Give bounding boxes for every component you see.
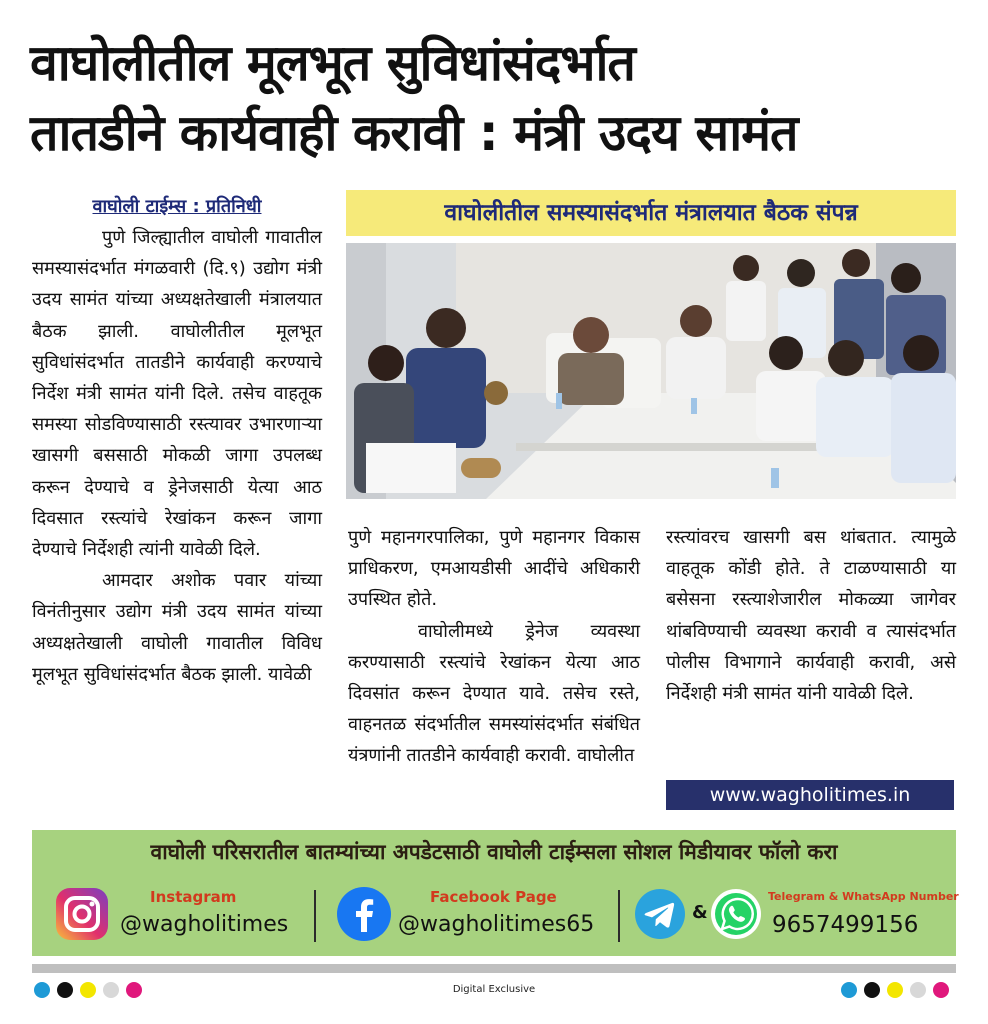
headline [30,28,970,168]
column2-paragraph-2: वाघोलीमध्ये ड्रेनेज व्यवस्था करण्यासाठी रस्त्यांचे रेखांकन येत्या आठ दिवसांत करून देण्यात यावे. तसेच रस्ते, वाहनतळ संदर्भातील समस्यांसंदर्भात संबंधित यंत्रणांनी तातडीने कार्यवाही करावी. वाघोलीत [348,620,640,767]
dot-gray [910,982,926,998]
meeting-photo [346,243,956,499]
bottom-gray-bar [32,964,956,973]
contact-number: 9657499156 [772,912,919,938]
ampersand: & [692,902,708,923]
article-column-2 [348,522,640,772]
dot-magenta [933,982,949,998]
meeting-photo-illustration [346,243,956,499]
footer-divider-1 [314,890,316,942]
dot-yellow [887,982,903,998]
dot-black [864,982,880,998]
article-column-1 [32,192,322,690]
instagram-icon [54,886,110,942]
instagram-label: Instagram [150,888,237,906]
column1-paragraph-2: आमदार अशोक पवार यांच्या विनंतीनुसार उद्योग मंत्री उदय सामंत यांच्या अध्यक्षतेखाली वाघोली गावातील विविध मूलभूत सुविधांसंदर्भात बैठक झाली. यावेळी [32,570,322,685]
digital-exclusive: Digital Exclusive [452,984,536,995]
column3-paragraph-1: रस्त्यांवरच खासगी बस थांबतात. त्यामुळे वाहतूक कोंडी होते. ते टाळण्यासाठी या बसेसना रस्त्याशेजारील मोकळ्या जागेवर थांबविण्याची व्यवस्था करावी व त्यासंदर्भात पोलीस विभागाने कार्यवाही करावी, असे निर्देशही मंत्री सामंत यांनी यावेळी दिले. [666,527,956,705]
instagram-handle: @wagholitimes [120,912,289,937]
column2-paragraph-1: पुणे महानगरपालिका, पुणे महानगर विकास प्राधिकरण, एमआयडीसी आदींचे अधिकारी उपस्थित होते. [348,527,640,611]
contact-block[interactable] [634,882,959,946]
byline: वाघोली टाईम्स : प्रतिनिधी [92,196,262,217]
contact-label: Telegram & WhatsApp Number [768,890,959,903]
footer-title: वाघोली परिसरातील बातम्यांच्या अपडेटसाठी वाघोली टाईम्सला सोशल मिडीयावर फॉलो करा [150,840,838,864]
footer-divider-2 [618,890,620,942]
color-dots-right [841,982,949,998]
dot-blue [841,982,857,998]
column1-paragraph-1: पुणे जिल्ह्यातील वाघोली गावातील समस्यासंदर्भात मंगळवारी (दि.९) उद्योग मंत्री उदय सामंत यांच्या अध्यक्षतेखाली मंत्रालयात बैठक झाली. वाघोलीतील मूलभूत सुविधांसंदर्भात तातडीने कार्यवाही करण्याचे निर्देश मंत्री सामंत यांनी दिले. तसेच वाहतूक समस्या सोडविण्यासाठी रस्त्यावर उभारणाऱ्या खासगी बससाठी मोकळी जागा उपलब्ध करून देण्याचे व ड्रेनेजसाठी येत्या आठ दिवसात रस्त्यांचे रेखांकन करून जागा देण्याचे निर्देशही त्यांनी यावेळी दिले. [32,227,322,561]
facebook-block[interactable] [336,882,616,946]
article-column-3 [666,522,956,709]
website-link[interactable]: www.wagholitimes.in [666,780,954,810]
facebook-label: Facebook Page [430,888,557,906]
headline-line-2: तातडीने कार्यवाही करावी : मंत्री उदय सामंत [30,104,798,162]
social-footer [32,830,959,956]
facebook-icon [336,886,392,942]
facebook-handle: @wagholitimes65 [398,912,595,937]
telegram-icon [634,888,686,940]
photo-caption: वाघोलीतील समस्यासंदर्भात मंत्रालयात बैठक संपन्न [346,190,956,236]
instagram-block[interactable] [54,882,314,946]
whatsapp-icon [710,888,762,940]
headline-line-1: वाघोलीतील मूलभूत सुविधांसंदर्भात [30,34,635,92]
